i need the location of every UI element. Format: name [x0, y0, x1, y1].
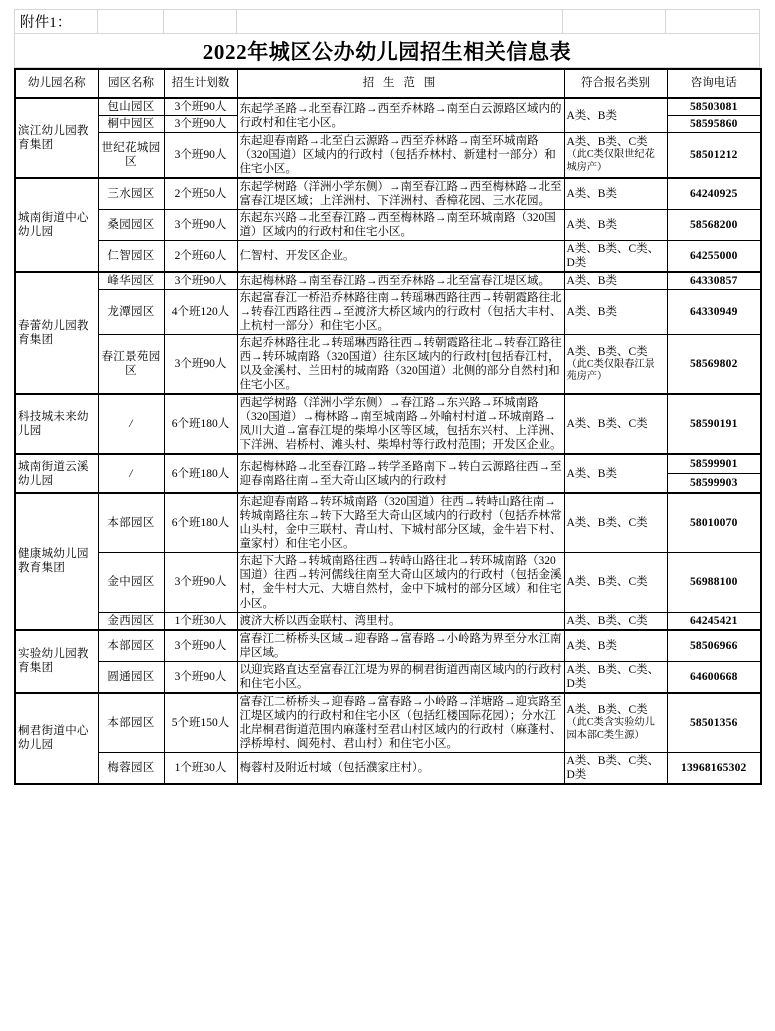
application-category	[564, 693, 667, 753]
enrollment-plan: 3个班90人	[164, 335, 237, 395]
attachment-label: 附件1：	[20, 15, 72, 31]
enrollment-scope: 梅蓉村及附近村域（包括濮家庄村）。	[237, 752, 564, 784]
enrollment-plan: 3个班90人	[164, 553, 237, 612]
page-title: 2022年城区公办幼儿园招生相关信息表	[202, 39, 572, 64]
kindergarten-name: 春蕾幼儿园教育集团	[15, 272, 98, 394]
campus-name: 龙潭园区	[98, 290, 164, 335]
header-plan: 招生计划数	[164, 69, 237, 98]
kindergarten-name: 城南街道云溪幼儿园	[15, 454, 98, 493]
application-category	[564, 210, 667, 241]
enrollment-plan: 2个班50人	[164, 178, 237, 210]
table-row	[15, 454, 761, 493]
enrollment-table	[14, 68, 762, 785]
campus-name: /	[98, 454, 164, 493]
enrollment-plan: 6个班180人	[164, 394, 237, 454]
title-band	[14, 34, 760, 68]
campus-name: 桐中园区	[98, 116, 164, 133]
enrollment-scope: 东起东兴路→北至春江路→西至梅林路→南至环城南路（320国道）区域内的行政村和住宅小区。	[237, 210, 564, 241]
header-row	[15, 69, 761, 98]
enrollment-plan: 3个班90人	[164, 98, 237, 116]
table-row	[15, 661, 761, 693]
application-category	[564, 630, 667, 662]
enrollment-plan: 5个班150人	[164, 693, 237, 753]
header-scope: 招 生 范 围	[237, 69, 564, 98]
category-main: A类、B类	[566, 306, 617, 319]
attachment-row	[14, 9, 760, 34]
empty-cell	[563, 10, 666, 34]
application-category	[564, 752, 667, 784]
campus-name: 包山园区	[98, 98, 164, 116]
application-category	[564, 493, 667, 553]
header-category: 符合报名类别	[564, 69, 667, 98]
contact-phone	[667, 454, 761, 493]
category-note: （此C类仅限春江景苑房产）	[566, 358, 655, 383]
campus-name: 世纪花城园区	[98, 133, 164, 179]
campus-name: 金西园区	[98, 612, 164, 630]
category-main: A类、B类	[566, 639, 617, 652]
application-category	[564, 335, 667, 395]
campus-name: 圆通园区	[98, 661, 164, 693]
category-main: A类、B类、C类	[566, 614, 648, 627]
category-main: A类、B类	[566, 275, 617, 288]
enrollment-plan: 3个班90人	[164, 661, 237, 693]
enrollment-scope: 以迎宾路直达至富春江江堤为界的桐君街道西南区域内的行政村和住宅小区。	[237, 661, 564, 693]
table-header	[15, 69, 761, 98]
campus-name: 本部园区	[98, 493, 164, 553]
enrollment-plan: 3个班90人	[164, 272, 237, 290]
category-main: A类、B类	[566, 467, 617, 480]
enrollment-scope: 东起富春江一桥沿乔林路往南→转瑶琳西路往西→转朝霞路往北→转春江西路往西→至渡济大桥区域内的行政村（包括大丰村、上杭村一部分）和住宅小区。	[237, 290, 564, 335]
table-row	[15, 290, 761, 335]
enrollment-plan: 3个班90人	[164, 133, 237, 179]
contact-phone: 58569802	[667, 335, 761, 395]
category-main: A类、B类	[566, 188, 617, 201]
enrollment-scope: 东起迎春南路→北至白云源路→西至乔林路→南至环城南路（320国道）区域内的行政村（包括乔林村、新建村一部分）和住宅小区。	[237, 133, 564, 179]
contact-phone: 56988100	[667, 553, 761, 612]
kindergarten-name: 实验幼儿园教育集团	[15, 630, 98, 693]
enrollment-scope: 东起迎春南路→转环城南路（320国道）往西→转峙山路往南→转城南路往东→转下大路至大奇山区域内的行政村（包括乔林常山头村，金中三联村、青山村、下城村部分区域，金牛岩下村、童家村）和住宅小区。	[237, 493, 564, 553]
enrollment-scope: 东起梅林路→北至春江路→转学圣路南下→转白云源路往西→至迎春南路往南→至大奇山区域内的行政村	[237, 454, 564, 493]
application-category	[564, 394, 667, 454]
kindergarten-name: 科技城未来幼儿园	[15, 394, 98, 454]
application-category	[564, 178, 667, 210]
campus-name: 三水园区	[98, 178, 164, 210]
table-row	[15, 612, 761, 630]
contact-phone: 64255000	[667, 241, 761, 273]
category-note: （此C类仅限世纪花城房产）	[566, 149, 655, 174]
contact-phone: 13968165302	[667, 752, 761, 784]
contact-phone: 58506966	[667, 630, 761, 662]
enrollment-plan: 3个班90人	[164, 630, 237, 662]
kindergarten-name: 健康城幼儿园教育集团	[15, 493, 98, 629]
table-body	[15, 98, 761, 784]
contact-phone: 64330949	[667, 290, 761, 335]
application-category	[564, 661, 667, 693]
empty-cell	[164, 10, 237, 34]
contact-phone-secondary: 58599903	[689, 477, 738, 490]
application-category	[564, 98, 667, 133]
campus-name: 本部园区	[98, 630, 164, 662]
category-main: A类、B类、C类、D类	[566, 754, 660, 781]
table-row	[15, 241, 761, 273]
category-main: A类、B类、C类、D类	[566, 663, 660, 690]
attachment-cell	[15, 10, 98, 34]
table-row	[15, 394, 761, 454]
application-category	[564, 241, 667, 273]
application-category	[564, 290, 667, 335]
application-category	[564, 133, 667, 179]
enrollment-plan: 3个班90人	[164, 210, 237, 241]
enrollment-scope: 东起乔林路往北→转瑶琳西路往西→转朝霞路往北→转春江路往西→转环城南路（320国道）往东区域内的行政村[包括春江村，以及金溪村、兰田村的城南路（320国道）北侧的部分自然村]和住宅小区。	[237, 335, 564, 395]
application-category	[564, 272, 667, 290]
application-category	[564, 612, 667, 630]
contact-phone: 58595860	[667, 116, 761, 133]
contact-phone: 58568200	[667, 210, 761, 241]
table-row	[15, 630, 761, 662]
contact-phone: 64600668	[667, 661, 761, 693]
table-row	[15, 335, 761, 395]
category-main: A类、B类	[566, 219, 617, 232]
campus-name: 梅蓉园区	[98, 752, 164, 784]
enrollment-plan: 1个班30人	[164, 612, 237, 630]
contact-phone: 58010070	[667, 493, 761, 553]
campus-name: 桑园园区	[98, 210, 164, 241]
table-row	[15, 553, 761, 612]
table-row	[15, 693, 761, 753]
empty-cell	[98, 10, 164, 34]
campus-name: 本部园区	[98, 693, 164, 753]
enrollment-scope: 东起学圣路→北至春江路→西至乔林路→南至白云源路区域内的行政村和住宅小区。	[237, 98, 564, 133]
campus-name: 金中园区	[98, 553, 164, 612]
contact-phone: 58503081	[667, 98, 761, 116]
application-category	[564, 553, 667, 612]
table-row	[15, 752, 761, 784]
category-main: A类、B类、C类	[566, 703, 648, 716]
contact-phone: 58590191	[667, 394, 761, 454]
enrollment-scope: 富春江二桥桥头→迎春路→富春路→小岭路→洋塘路→迎宾路至江堤区域内的行政村和住宅小区（包括红楼国际花园）；分水江北岸桐君街道范围内麻蓬村至君山村区域内的行政村（麻蓬村、浮桥埠村、阆苑村、君山村）和住宅小区。	[237, 693, 564, 753]
enrollment-scope: 东起下大路→转城南路往西→转峙山路往北→转环城南路（320国道）往西→转河儒线往南至大奇山区域内的行政村（包括金溪村，金牛村大元、大塘自然村，金中下城村的部分区域）和住宅小区。	[237, 553, 564, 612]
table-row	[15, 98, 761, 116]
category-main: A类、B类	[566, 109, 617, 122]
enrollment-plan: 4个班120人	[164, 290, 237, 335]
campus-name: /	[98, 394, 164, 454]
category-main: A类、B类、C类	[566, 345, 648, 358]
contact-phone: 64240925	[667, 178, 761, 210]
empty-cell	[237, 10, 564, 34]
enrollment-scope: 东起梅林路→南至春江路→西至乔林路→北至富春江堤区域。	[237, 272, 564, 290]
category-main: A类、B类、C类	[566, 576, 648, 589]
application-category	[564, 454, 667, 493]
header-phone: 咨询电话	[667, 69, 761, 98]
category-main: A类、B类、C类	[566, 418, 648, 431]
table-row	[15, 178, 761, 210]
contact-phone: 58501212	[667, 133, 761, 179]
table-row	[15, 210, 761, 241]
campus-name: 仁智园区	[98, 241, 164, 273]
table-row	[15, 272, 761, 290]
enrollment-scope: 东起学树路（洋洲小学东侧）→南至春江路→西至梅林路→北至富春江堤区域；上洋洲村、下洋洲村、香樟花园、三水花园。	[237, 178, 564, 210]
kindergarten-name: 城南街道中心幼儿园	[15, 178, 98, 272]
enrollment-plan: 1个班30人	[164, 752, 237, 784]
kindergarten-name: 滨江幼儿园教育集团	[15, 98, 98, 178]
enrollment-scope: 富春江二桥桥头区域→迎春路→富春路→小岭路为界至分水江南岸区域。	[237, 630, 564, 662]
table-row	[15, 133, 761, 179]
contact-phone: 58501356	[667, 693, 761, 753]
enrollment-plan: 6个班180人	[164, 493, 237, 553]
campus-name: 峰华园区	[98, 272, 164, 290]
contact-phone-primary: 58599901	[668, 455, 761, 474]
enrollment-scope: 仁智村、开发区企业。	[237, 241, 564, 273]
header-kindergarten: 幼儿园名称	[15, 69, 98, 98]
contact-phone: 64245421	[667, 612, 761, 630]
contact-phone: 64330857	[667, 272, 761, 290]
category-main: A类、B类、C类	[566, 136, 648, 149]
campus-name: 春江景苑园区	[98, 335, 164, 395]
enrollment-plan: 6个班180人	[164, 454, 237, 493]
table-row	[15, 493, 761, 553]
category-note: （此C类含实验幼儿园本部C类生源）	[566, 716, 655, 741]
category-main: A类、B类、C类	[566, 517, 648, 530]
kindergarten-name: 桐君街道中心幼儿园	[15, 693, 98, 784]
category-main: A类、B类、C类、D类	[566, 243, 660, 270]
enrollment-scope: 渡济大桥以西金联村、湾里村。	[237, 612, 564, 630]
enrollment-plan: 3个班90人	[164, 116, 237, 133]
enrollment-plan: 2个班60人	[164, 241, 237, 273]
empty-cell	[666, 10, 760, 34]
header-campus: 园区名称	[98, 69, 164, 98]
enrollment-scope: 西起学树路（洋洲小学东侧）→春江路→东兴路→环城南路（320国道）→梅林路→南至城南路→外喻村村道→环城南路→凤川大道→富春江堤的柴埠小区等区域，包括东兴村、上洋洲、下洋洲、岩桥村、滩头村、柴埠村等行政村范围；开发区企业。	[237, 394, 564, 454]
